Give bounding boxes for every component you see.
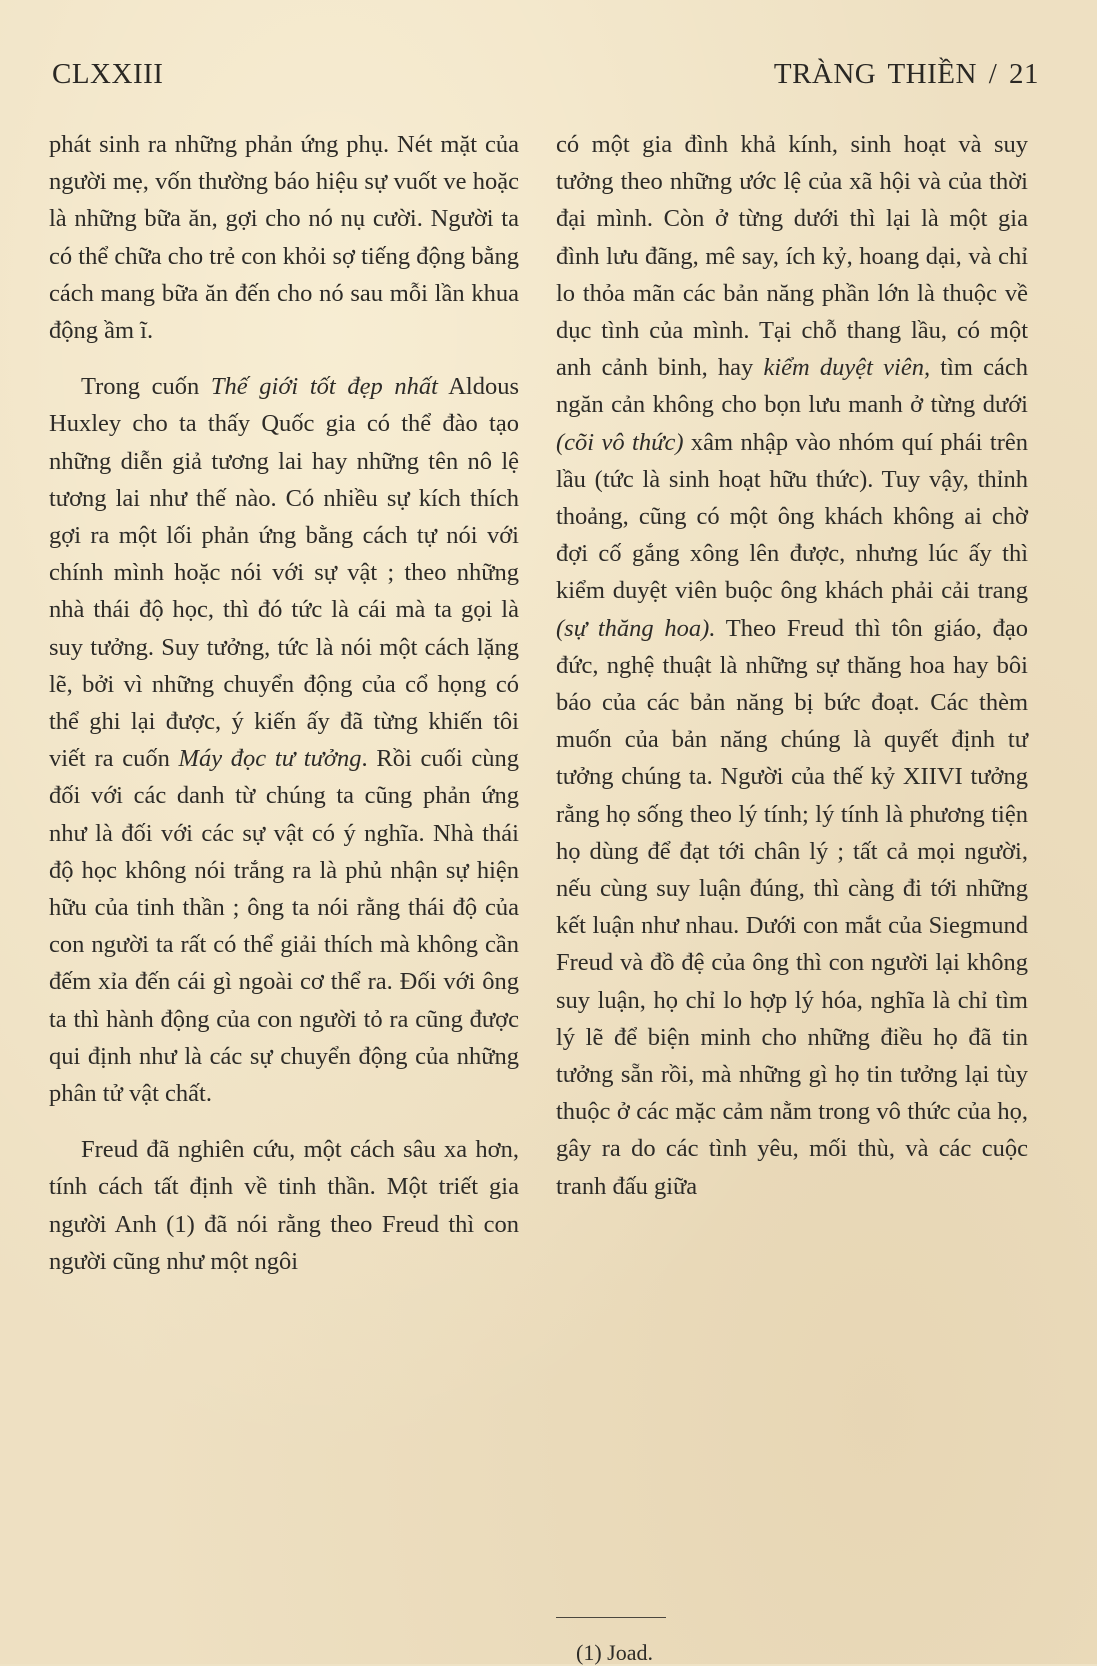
left-paragraph-1: phát sinh ra những phản ứng phụ. Nét mặt của người mẹ, vốn thường báo hiệu sự vuốt ve hoặc là những bữa ăn, gợi cho nó nụ cười. Người ta có thể chữa cho trẻ con khỏi sợ tiếng động bằng cách mang bữa ăn đến cho nó sau mỗi lần khua động ầm ĩ. bbox=[49, 131, 519, 345]
right-column bbox=[556, 126, 1028, 1205]
book-title-thought-reader: Máy đọc tư tưởng bbox=[178, 745, 362, 773]
left-column bbox=[49, 126, 519, 1280]
left-paragraph-2 bbox=[49, 368, 519, 1112]
running-head bbox=[52, 58, 1039, 98]
p2-text-end: . Rồi cuối cùng đối với các danh từ chúng ta cũng phản ứng như là đối với các sự vật có ý nghĩa. Nhà thái độ học không nói trắng ra là phủ nhận sự hiện hữu của tinh thần ; ông ta nói rằng thái độ của con người ta rất có thể giải thích mà không cần đếm xỉa đến cái gì ngoài cơ thể ra. Đối với ông ta thì hành động của con người tỏ ra cũng được qui định như là các sự chuyển động của những phân tử vật chất. bbox=[49, 745, 519, 1108]
right-text-4: Theo Freud thì tôn giáo, đạo đức, nghệ thuật là những sự thăng hoa hay bôi báo của các bản năng bị bức đoạt. Các thèm muốn của bản năng chúng là quyết định tư tưởng chúng ta. Người của thế kỷ XIIVI tưởng rằng họ sống theo lý tính; lý tính là phương tiện họ dùng để đạt tới chân lý ; tất cả mọi người, nếu cùng suy luận đúng, thì càng đi tới những kết luận như nhau. Dưới con mắt của Siegmund Freud và đồ đệ của ông thì con người lại không suy luận, họ chỉ lo hợp lý hóa, nghĩa là chỉ tìm lý lẽ để biện minh cho những điều họ đã tin tưởng sẵn rồi, mà những gì họ tin tưởng lại tùy thuộc ở các mặc cảm nằm trong vô thức của họ, gây ra do các tình yêu, mối thù, và các cuộc tranh đấu giữa bbox=[556, 614, 1028, 1200]
right-text-1: có một gia đình khả kính, sinh hoạt và suy tưởng theo những ước lệ của xã hội và của thời đại mình. Còn ở từng dưới thì lại là một gia đình lưu đãng, mê say, ích kỷ, hoang dại, và chỉ lo thỏa mãn các bản năng phần lớn là thuộc về dục tình của mình. Tại chỗ thang lầu, có một anh cảnh binh, hay bbox=[556, 131, 1028, 382]
page-header-left: CLXXIII bbox=[52, 58, 164, 90]
right-text-3: xâm nhập vào nhóm quí phái trên lầu (tức là sinh hoạt hữu thức). Tuy vậy, thỉnh thoảng, cũng có một ông khách không ai chờ đợi cố gắng xông lên được, nhưng lúc ấy thì kiểm duyệt viên buộc ông khách phải cải trang bbox=[556, 428, 1028, 605]
page-header-right: TRÀNG THIỀN / 21 bbox=[773, 58, 1039, 90]
left-paragraph-3: Freud đã nghiên cứu, một cách sâu xa hơn, tính cách tất định về tinh thần. Một triết gia người Anh (1) đã nói rằng theo Freud thì con người cũng như một ngôi bbox=[49, 1136, 519, 1275]
book-title-brave-new-world: Thế giới tốt đẹp nhất bbox=[210, 373, 438, 401]
term-censor: kiểm duyệt viên, bbox=[763, 354, 931, 382]
footnote-divider bbox=[556, 1617, 666, 1618]
p2-text-start: Trong cuốn bbox=[81, 373, 211, 401]
right-text-2: tìm cách ngăn cản không cho bọn lưu manh ở từng dưới bbox=[556, 354, 1029, 419]
p2-text-middle: Aldous Huxley cho ta thấy Quốc gia có thể đào tạo những diễn giả tương lai hay những tên nô lệ tương lai như thế nào. Có nhiều sự kích thích gợi ra một lối phản ứng bằng cách tự nói với chính mình hoặc nói với sự vật ; theo những nhà thái độ học, thì đó tức là cái mà ta gọi là suy tưởng. Suy tưởng, tức là nói một cách lặng lẽ, bởi vì những chuyển động của cổ họng có thể ghi lại được, ý kiến ấy đã từng khiến tôi viết ra cuốn bbox=[49, 373, 520, 773]
footnote: (1) Joad. bbox=[576, 1640, 653, 1665]
term-sublimation: (sự thăng hoa). bbox=[556, 614, 716, 642]
right-paragraph bbox=[556, 126, 1028, 1205]
term-unconscious: (cõi vô thức) bbox=[556, 428, 684, 456]
